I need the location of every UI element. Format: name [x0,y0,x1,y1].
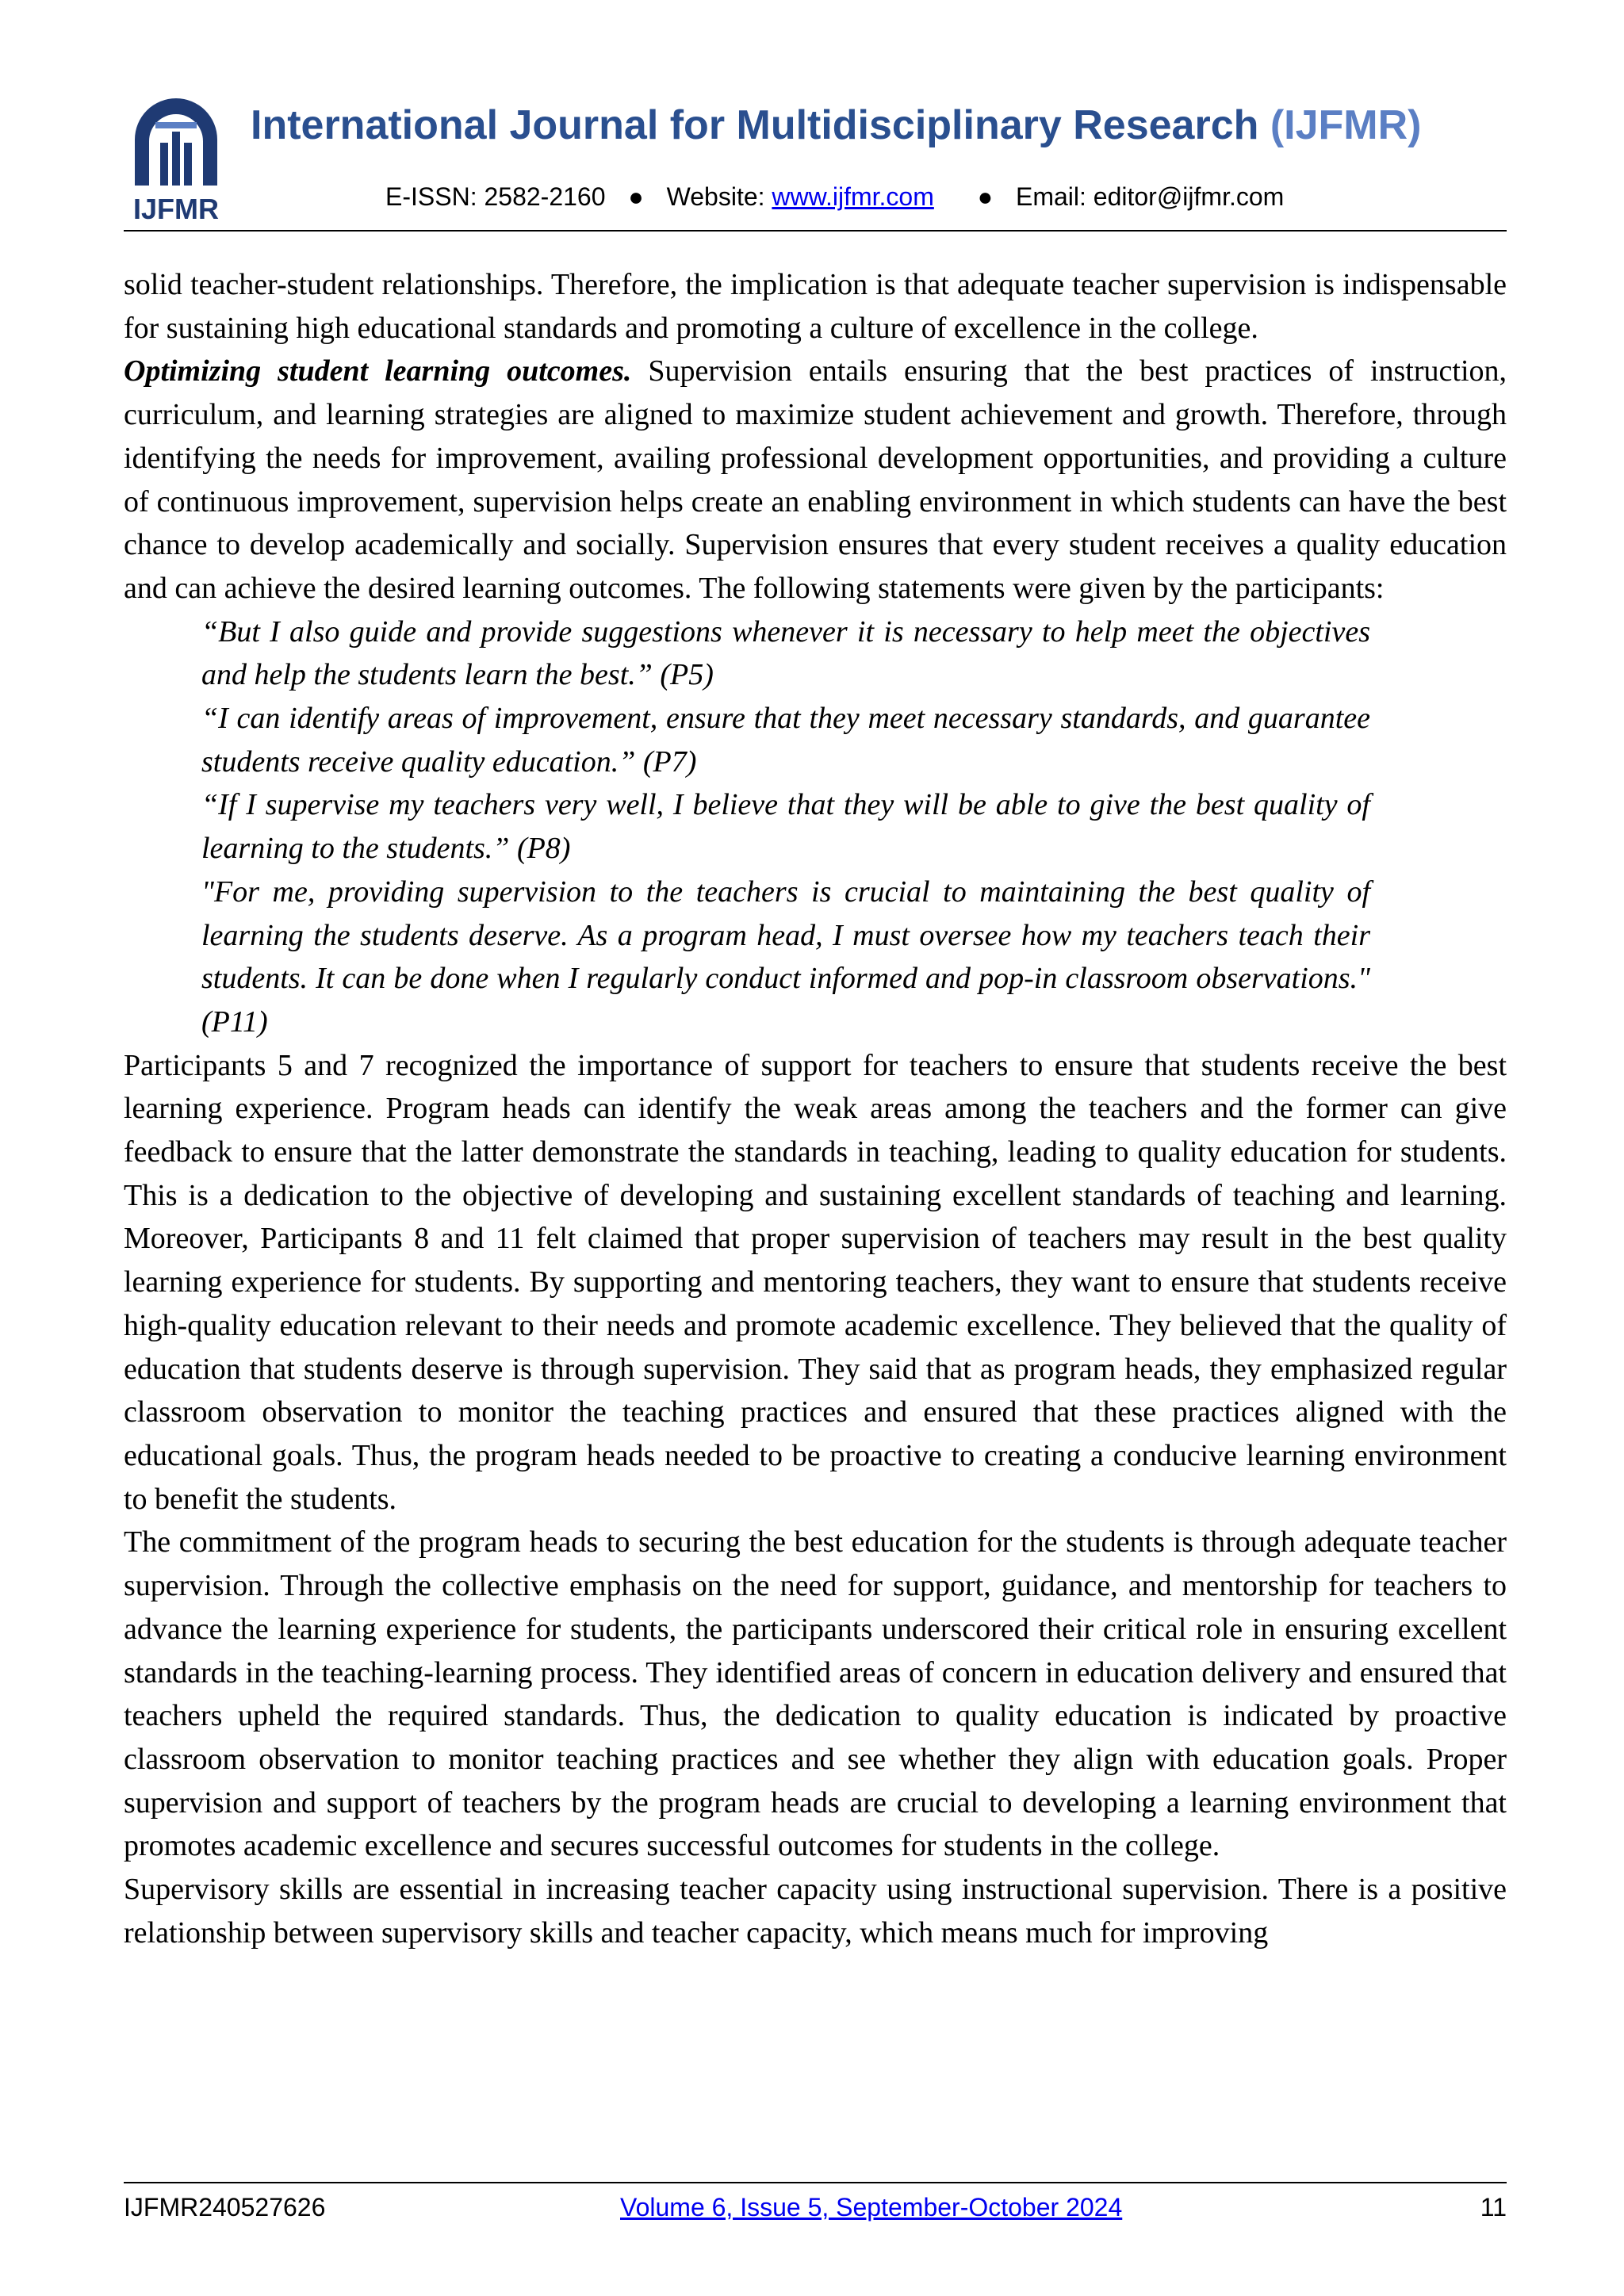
article-body [124,263,1507,1954]
paragraph-5: Supervisory skills are essential in increasing teacher capacity using instructional supervision. There is a positive relationship between supervisory skills and teacher capacity, which means much for improving [124,1873,1507,1950]
section-run-in-heading: Optimizing student learning outcomes. [124,354,632,388]
journal-title [251,101,1421,149]
bullet-separator: ● [977,182,994,211]
email: Email: editor@ijfmr.com [1015,182,1285,211]
footer-divider [124,2182,1507,2183]
ijfmr-logo [124,87,228,224]
paper-id: IJFMR240527626 [124,2193,326,2221]
quote-p7: “I can identify areas of improvement, ensure that they meet necessary standards, and guarantee students receive quality education.” (P7) [201,702,1370,779]
page-header [124,87,1507,230]
website-label: Website: [666,182,772,211]
paragraph-4: The commitment of the program heads to securing the best education for the students is through adequate teacher supervision. Through the collective emphasis on the need for support, guidance, and mentorship for teachers to advance the learning experience for students, the participants underscored their critical role in ensuring excellent standards in the teaching-learning process. They identified areas of concern in education delivery and ensured that teachers upheld the required standards. Thus, the dedication to quality education is indicated by proactive classroom observation to monitor teaching practices and see whether they align with education goals. Proper supervision and support of teachers by the program heads are crucial to developing a learning environment that promotes academic excellence and secures successful outcomes for students in the college. [124,1525,1507,1863]
paragraph-1: solid teacher-student relationships. Therefore, the implication is that adequate teacher supervision is indispensable for sustaining high educational standards and promoting a culture of excellence in the college. [124,268,1507,345]
header-meta [385,182,1284,212]
quote-p5: “But I also guide and provide suggestions whenever it is necessary to help meet the objectives and help the students learn the best.” (P5) [201,614,1370,692]
paragraph-2-text: Supervision entails ensuring that the best practices of instruction, curriculum, and learning strategies are aligned to maximize student achievement and growth. Therefore, through identifying the needs for improvement, availing professional development opportunities, and providing a culture of continuous improvement, supervision helps create an enabling environment in which students can have the best chance to develop academically and socially. Supervision ensures that every student receives a quality education and can achieve the desired learning outcomes. The following statements were given by the participants: [124,354,1507,605]
eissn: E-ISSN: 2582-2160 [385,182,606,211]
volume-issue-link[interactable]: Volume 6, Issue 5, September-October 2024 [620,2193,1123,2221]
quote-p11: "For me, providing supervision to the teachers is crucial to maintaining the best quality of learning the students deserve. As a program head, I must oversee how my teachers teach their students. It can be done when I regularly conduct informed and pop-in classroom observations." (P11) [201,874,1370,1039]
paragraph-3: Participants 5 and 7 recognized the importance of support for teachers to ensure that students receive the best learning experience. Program heads can identify the weak areas among the teachers and the former can give feedback to ensure that the latter demonstrate the standards in teaching, leading to quality education for students. This is a dedication to the objective of developing and sustaining excellent standards of teaching and learning. Moreover, Participants 8 and 11 felt claimed that proper supervision of teachers may result in the best quality learning experience for students. By supporting and mentoring teachers, they want to ensure that students receive high-quality education relevant to their needs and promote academic excellence. They believed that the quality of education that students deserve is through supervision. They said that as program heads, they emphasized regular classroom observation to monitor the teaching practices and ensured that these practices aligned with the educational goals. Thus, the program heads needed to be proactive to creating a conducive learning environment to benefit the students. [124,1048,1507,1516]
quote-p8: “If I supervise my teachers very well, I believe that they will be able to give the best quality of learning to the students.” (P8) [201,788,1370,866]
website-link[interactable]: www.ijfmr.com [772,182,934,211]
journal-title-main: International Journal for Multidisciplinary Research [251,102,1259,148]
journal-title-abbr: (IJFMR) [1270,102,1422,148]
page-footer [124,2193,1507,2228]
header-divider [124,230,1507,232]
logo-text: IJFMR [133,193,219,224]
bullet-separator: ● [628,182,644,211]
page-number: 11 [1480,2193,1507,2221]
participant-quotes [201,610,1370,1044]
paragraph-2 [124,350,1507,610]
